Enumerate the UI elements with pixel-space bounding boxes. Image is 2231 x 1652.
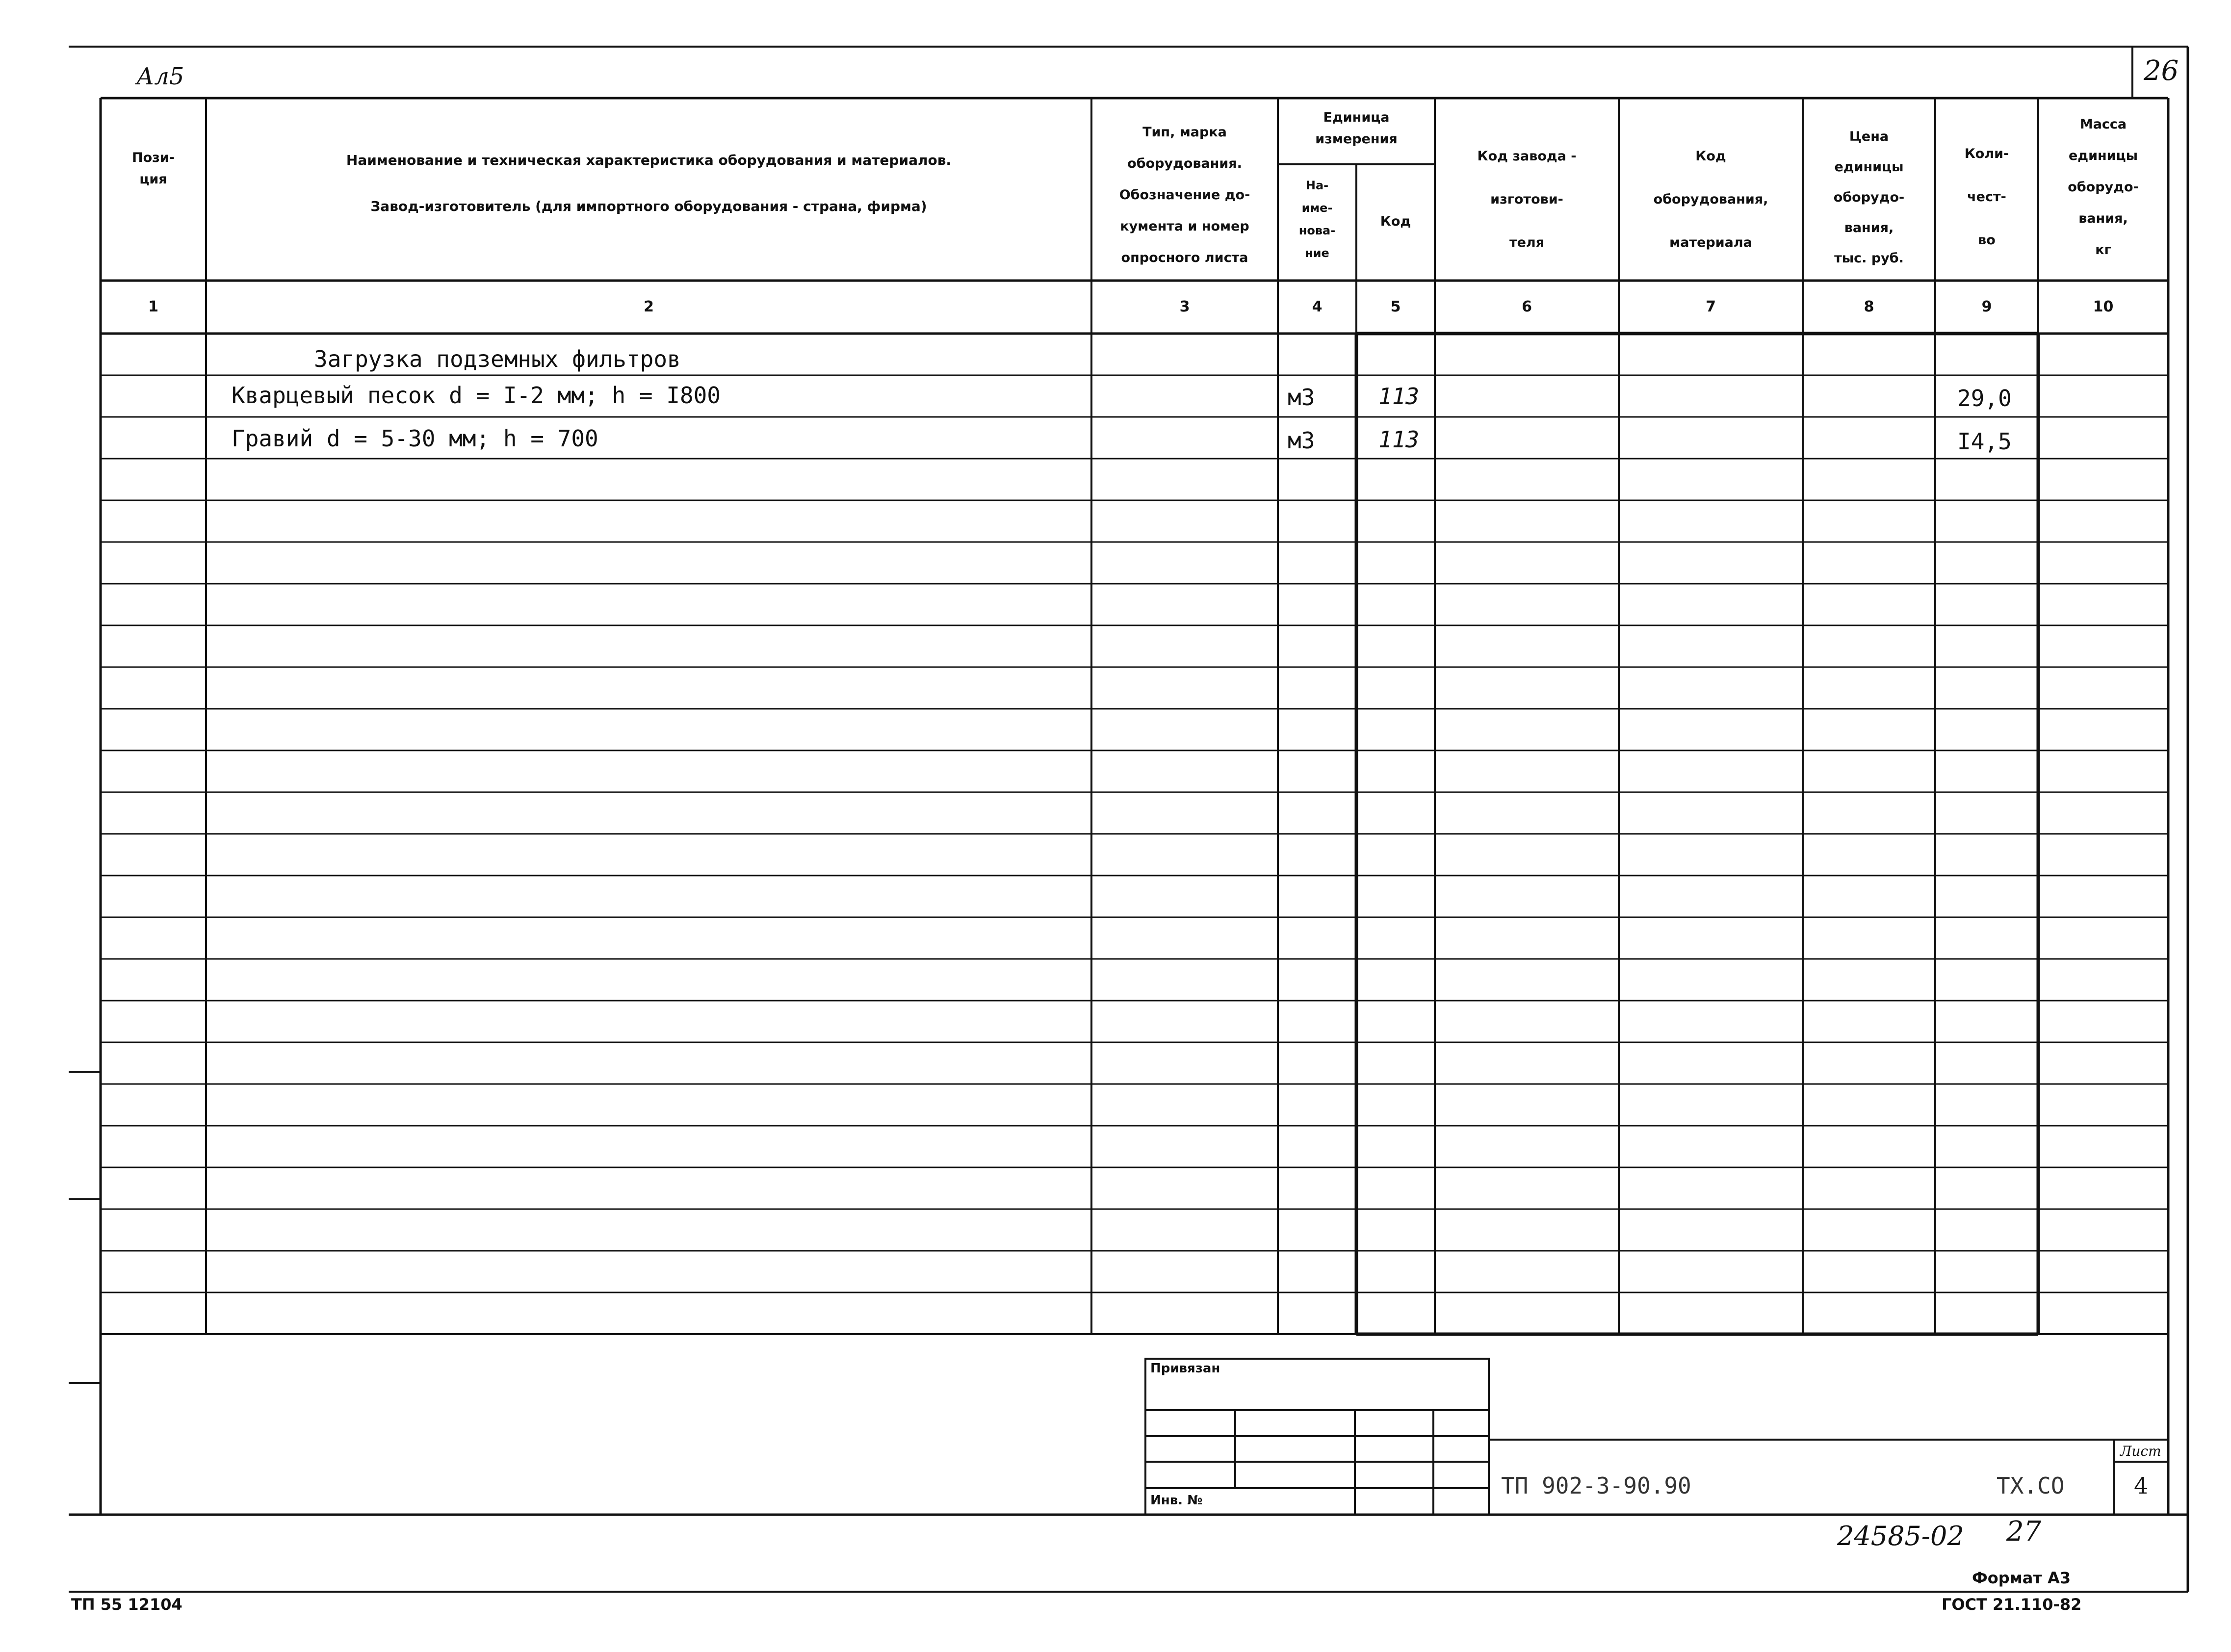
header-unit-group: Единица измерения <box>1315 110 1398 147</box>
col-number: 7 <box>1706 298 1716 315</box>
stamp-sheet-value: 4 <box>2134 1472 2149 1499</box>
table-row-name: Гравий d = 5-30 мм; h = 700 <box>232 425 598 452</box>
col-number: 2 <box>644 298 654 315</box>
format-label: Формат А3 <box>1972 1569 2071 1587</box>
gost-label: ГОСТ 21.110-82 <box>1942 1595 2082 1614</box>
col-number: 10 <box>2093 298 2114 315</box>
col-number: 3 <box>1179 298 1190 315</box>
stamp-doc-code: ТХ.СО <box>1997 1472 2065 1499</box>
stamp-project-code: ТП 902-3-90.90 <box>1501 1472 1691 1499</box>
table-row-quantity: 29,0 <box>1957 385 2012 412</box>
table-row-name: Кварцевый песок d = I-2 мм; h = I800 <box>232 382 721 409</box>
table-row-unit-name: м3 <box>1288 384 1315 411</box>
header-equipment-code: Код оборудования, материала <box>1653 149 1768 250</box>
sheet-mark: Ал5 <box>136 63 184 90</box>
col-number: 4 <box>1312 298 1323 315</box>
col-number: 9 <box>1981 298 1992 315</box>
header-type: Тип, марка оборудования. Обозначение до- кумента и номер опросного листа <box>1119 125 1250 265</box>
col-number: 1 <box>148 298 158 315</box>
col-number: 8 <box>1864 298 1874 315</box>
header-factory-code: Код завода - изготови- теля <box>1477 149 1577 250</box>
stamp-inv-label: Инв. № <box>1150 1493 1203 1508</box>
footer-tp-label: ТП 55 12104 <box>71 1595 182 1614</box>
table-row-unit-name: м3 <box>1288 427 1315 454</box>
table-row-quantity: I4,5 <box>1957 428 2012 455</box>
table-row-unit-code: 113 <box>1378 426 1420 453</box>
table-row-title: Загрузка подземных фильтров <box>314 346 681 372</box>
page-number: 26 <box>2144 55 2179 87</box>
header-unit-name: На- име- нова- ние <box>1298 179 1336 260</box>
header-quantity: Коли- чест- во <box>1964 146 2009 248</box>
col-number: 6 <box>1522 298 1532 315</box>
table-row-unit-code: 113 <box>1378 383 1420 410</box>
header-position: Пози- ция <box>132 150 175 187</box>
stamp-sheet-label: Лист <box>2120 1443 2161 1459</box>
stamp-linked-label: Привязан <box>1150 1361 1220 1376</box>
header-mass: Масса единицы оборудо- вания, кг <box>2068 117 2139 258</box>
header-unit-code: Код <box>1380 214 1411 229</box>
handwritten-number: 24585-02 <box>1837 1521 1964 1551</box>
header-name: Наименование и техническая характеристика оборудования и материалов. Завод-изготовитель (для импортного оборудования - страна, фирма) <box>346 152 952 214</box>
header-price: Цена единицы оборудо- вания, тыс. руб. <box>1833 129 1905 266</box>
col-number: 5 <box>1390 298 1401 315</box>
handwritten-page: 27 <box>2006 1516 2042 1548</box>
